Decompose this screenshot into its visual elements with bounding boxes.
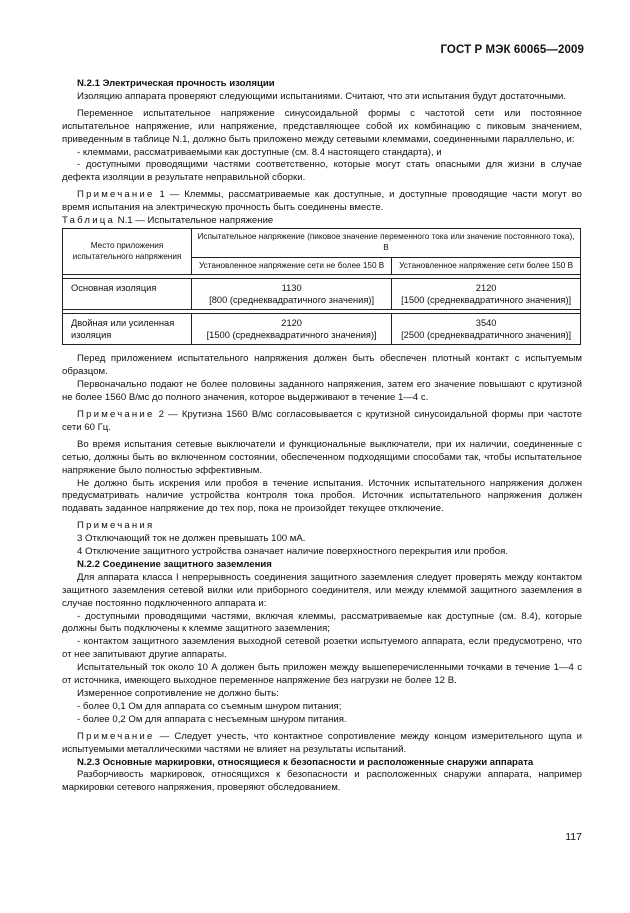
list-item: - более 0,2 Ом для аппарата с несъемным шнуром питания. bbox=[77, 713, 347, 725]
note-2 bbox=[62, 409, 582, 435]
cell-note: [1500 (среднеквадратичного значения)] bbox=[206, 330, 377, 341]
header-location: Место приложения испытательного напряжения bbox=[63, 228, 192, 274]
paragraph: Не должно быть искрения или пробоя в течение испытания. Источник испытательного напряжения должен предусматривать наличие устройства контроля тока пробоя. Источник испытательного напряжения должен подавать заданное напряжение до тех пор, пока не произойдет текущее отключение. bbox=[62, 477, 582, 515]
test-voltage-table bbox=[62, 228, 581, 345]
list-item: - доступными проводящими частями соответственно, которые могут стать опасными для жизни в случае дефекта изоляции в результате неправильной сборки. bbox=[62, 159, 582, 184]
table-caption-text: N.1 — Испытательное напряжение bbox=[115, 215, 274, 227]
note-text: 2 — Крутизна 1560 В/мс согласовывается с крутизной синусоидальной формы при частоте сети 60 Гц. bbox=[62, 408, 582, 433]
paragraph: Переменное испытательное напряжение синусоидальной формы с частотой сети или постоянное испытательное напряжение, или напряжение, представляющее собой их комбинацию с пиковым значением, приведенным в таблице N.1, должно быть приложено между сетевыми клеммами, соединенными параллельно, и: bbox=[62, 107, 582, 145]
standard-title: ГОСТ Р МЭК 60065—2009 bbox=[440, 44, 584, 56]
cell-voltage bbox=[192, 279, 392, 310]
note-n22 bbox=[62, 731, 582, 757]
section-heading-n22: N.2.2 Соединение защитного заземления bbox=[77, 558, 272, 570]
cell-value: 3540 bbox=[475, 318, 497, 329]
paragraph: Первоначально подают не более половины заданного напряжения, затем его значение повышают с крутизной не более 1560 В/мс до полного значения, которое выдерживают в течение 1—4 с. bbox=[62, 379, 582, 404]
header-voltage: Испытательное напряжение (пиковое значение переменного тока или значение постоянного тока), В bbox=[192, 228, 581, 257]
paragraph: Испытательный ток около 10 А должен быть приложен между вышеперечисленными точками в течение 1—4 с от источника, имеющего выходное переменное напряжение без нагрузки не более 12 В. bbox=[62, 662, 582, 687]
cell-voltage bbox=[192, 314, 392, 345]
cell-voltage bbox=[392, 314, 581, 345]
paragraph: Перед приложением испытательного напряжения должен быть обеспечен плотный контакт с испытуемым образцом. bbox=[62, 353, 582, 378]
cell-value: 2120 bbox=[475, 283, 497, 294]
cell-value: 2120 bbox=[281, 318, 302, 329]
paragraph: Измеренное сопротивление не должно быть: bbox=[77, 688, 279, 700]
note-text: — Следует учесть, что контактное сопротивление между концом измерительного щупа и испытуемыми металлическими частями не влияет на результаты испытаний. bbox=[62, 730, 582, 755]
row-location: Двойная или усиленная изоляция bbox=[63, 314, 192, 345]
cell-voltage bbox=[392, 279, 581, 310]
note-1 bbox=[62, 189, 582, 215]
note-3: 3 Отключающий ток не должен превышать 100 мА. bbox=[77, 533, 306, 545]
cell-value: 1130 bbox=[281, 283, 302, 294]
page-content bbox=[62, 78, 582, 795]
row-location: Основная изоляция bbox=[63, 279, 192, 310]
paragraph: Для аппарата класса I непрерывность соединения защитного заземления следует проверять между контактом защитного заземления сетевой вилки или приборного соединителя, или между клеммой защитного заземления в случае постоянно подключенного аппарата и: bbox=[62, 571, 582, 609]
notes-label: Примечания bbox=[77, 520, 155, 532]
list-item: - более 0,1 Ом для аппарата со съемным шнуром питания; bbox=[77, 700, 342, 712]
note-4: 4 Отключение защитного устройства означает наличие поверхностного перекрытия или пробоя. bbox=[77, 546, 508, 558]
note-text: 1 — Клеммы, рассматриваемые как доступные, и доступные проводящие части могут во время испытания на электрическую прочность быть соединены вместе. bbox=[62, 189, 582, 214]
page-number: 117 bbox=[565, 831, 582, 843]
table-caption-label: Таблица bbox=[62, 215, 116, 227]
paragraph: Во время испытания сетевые выключатели и функциональные выключатели, при их наличии, соединенные с сетью, должны быть во включенном состоянии, обеспеченном подходящими способами так, чтобы испытательное напряжение было полностью эффективным. bbox=[62, 438, 582, 476]
cell-note: [800 (среднеквадратичного значения)] bbox=[209, 295, 375, 306]
section-heading-n23: N.2.3 Основные маркировки, относящиеся к безопасности и расположенные снаружи аппарата bbox=[77, 756, 534, 768]
table-row bbox=[63, 279, 581, 310]
table-row bbox=[63, 314, 581, 345]
paragraph: Разборчивость маркировок, относящихся к безопасности и расположенных снаружи аппарата, например маркировки сетевого напряжения, проверяют обследованием. bbox=[62, 769, 582, 794]
note-label: Примечание bbox=[77, 408, 155, 420]
header-sub-over-150: Установленное напряжение сети более 150 В bbox=[392, 257, 581, 275]
list-item: - контактом защитного заземления выходной сетевой розетки испытуемого аппарата, если предусмотрено, что от нее запитывают другие аппараты. bbox=[62, 636, 582, 661]
list-item: - доступными проводящими частями, включая клеммы, рассматриваемые как доступные (см. 8.4), которые должны быть подключены к клемме защитного заземления; bbox=[62, 610, 582, 635]
section-heading-n21: N.2.1 Электрическая прочность изоляции bbox=[77, 78, 275, 89]
note-label: Примечание bbox=[77, 730, 155, 742]
list-item: - клеммами, рассматриваемыми как доступные (см. 8.4 настоящего стандарта), и bbox=[77, 146, 442, 158]
cell-note: [1500 (среднеквадратичного значения)] bbox=[401, 295, 572, 306]
header-sub-150-or-less: Установленное напряжение сети не более 150 В bbox=[192, 257, 392, 275]
table-caption bbox=[62, 215, 582, 228]
paragraph: Изоляцию аппарата проверяют следующими испытаниями. Считают, что эти испытания будут достаточными. bbox=[77, 90, 567, 102]
cell-note: [2500 (среднеквадратичного значения)] bbox=[401, 330, 572, 341]
note-label: Примечание bbox=[77, 189, 155, 201]
